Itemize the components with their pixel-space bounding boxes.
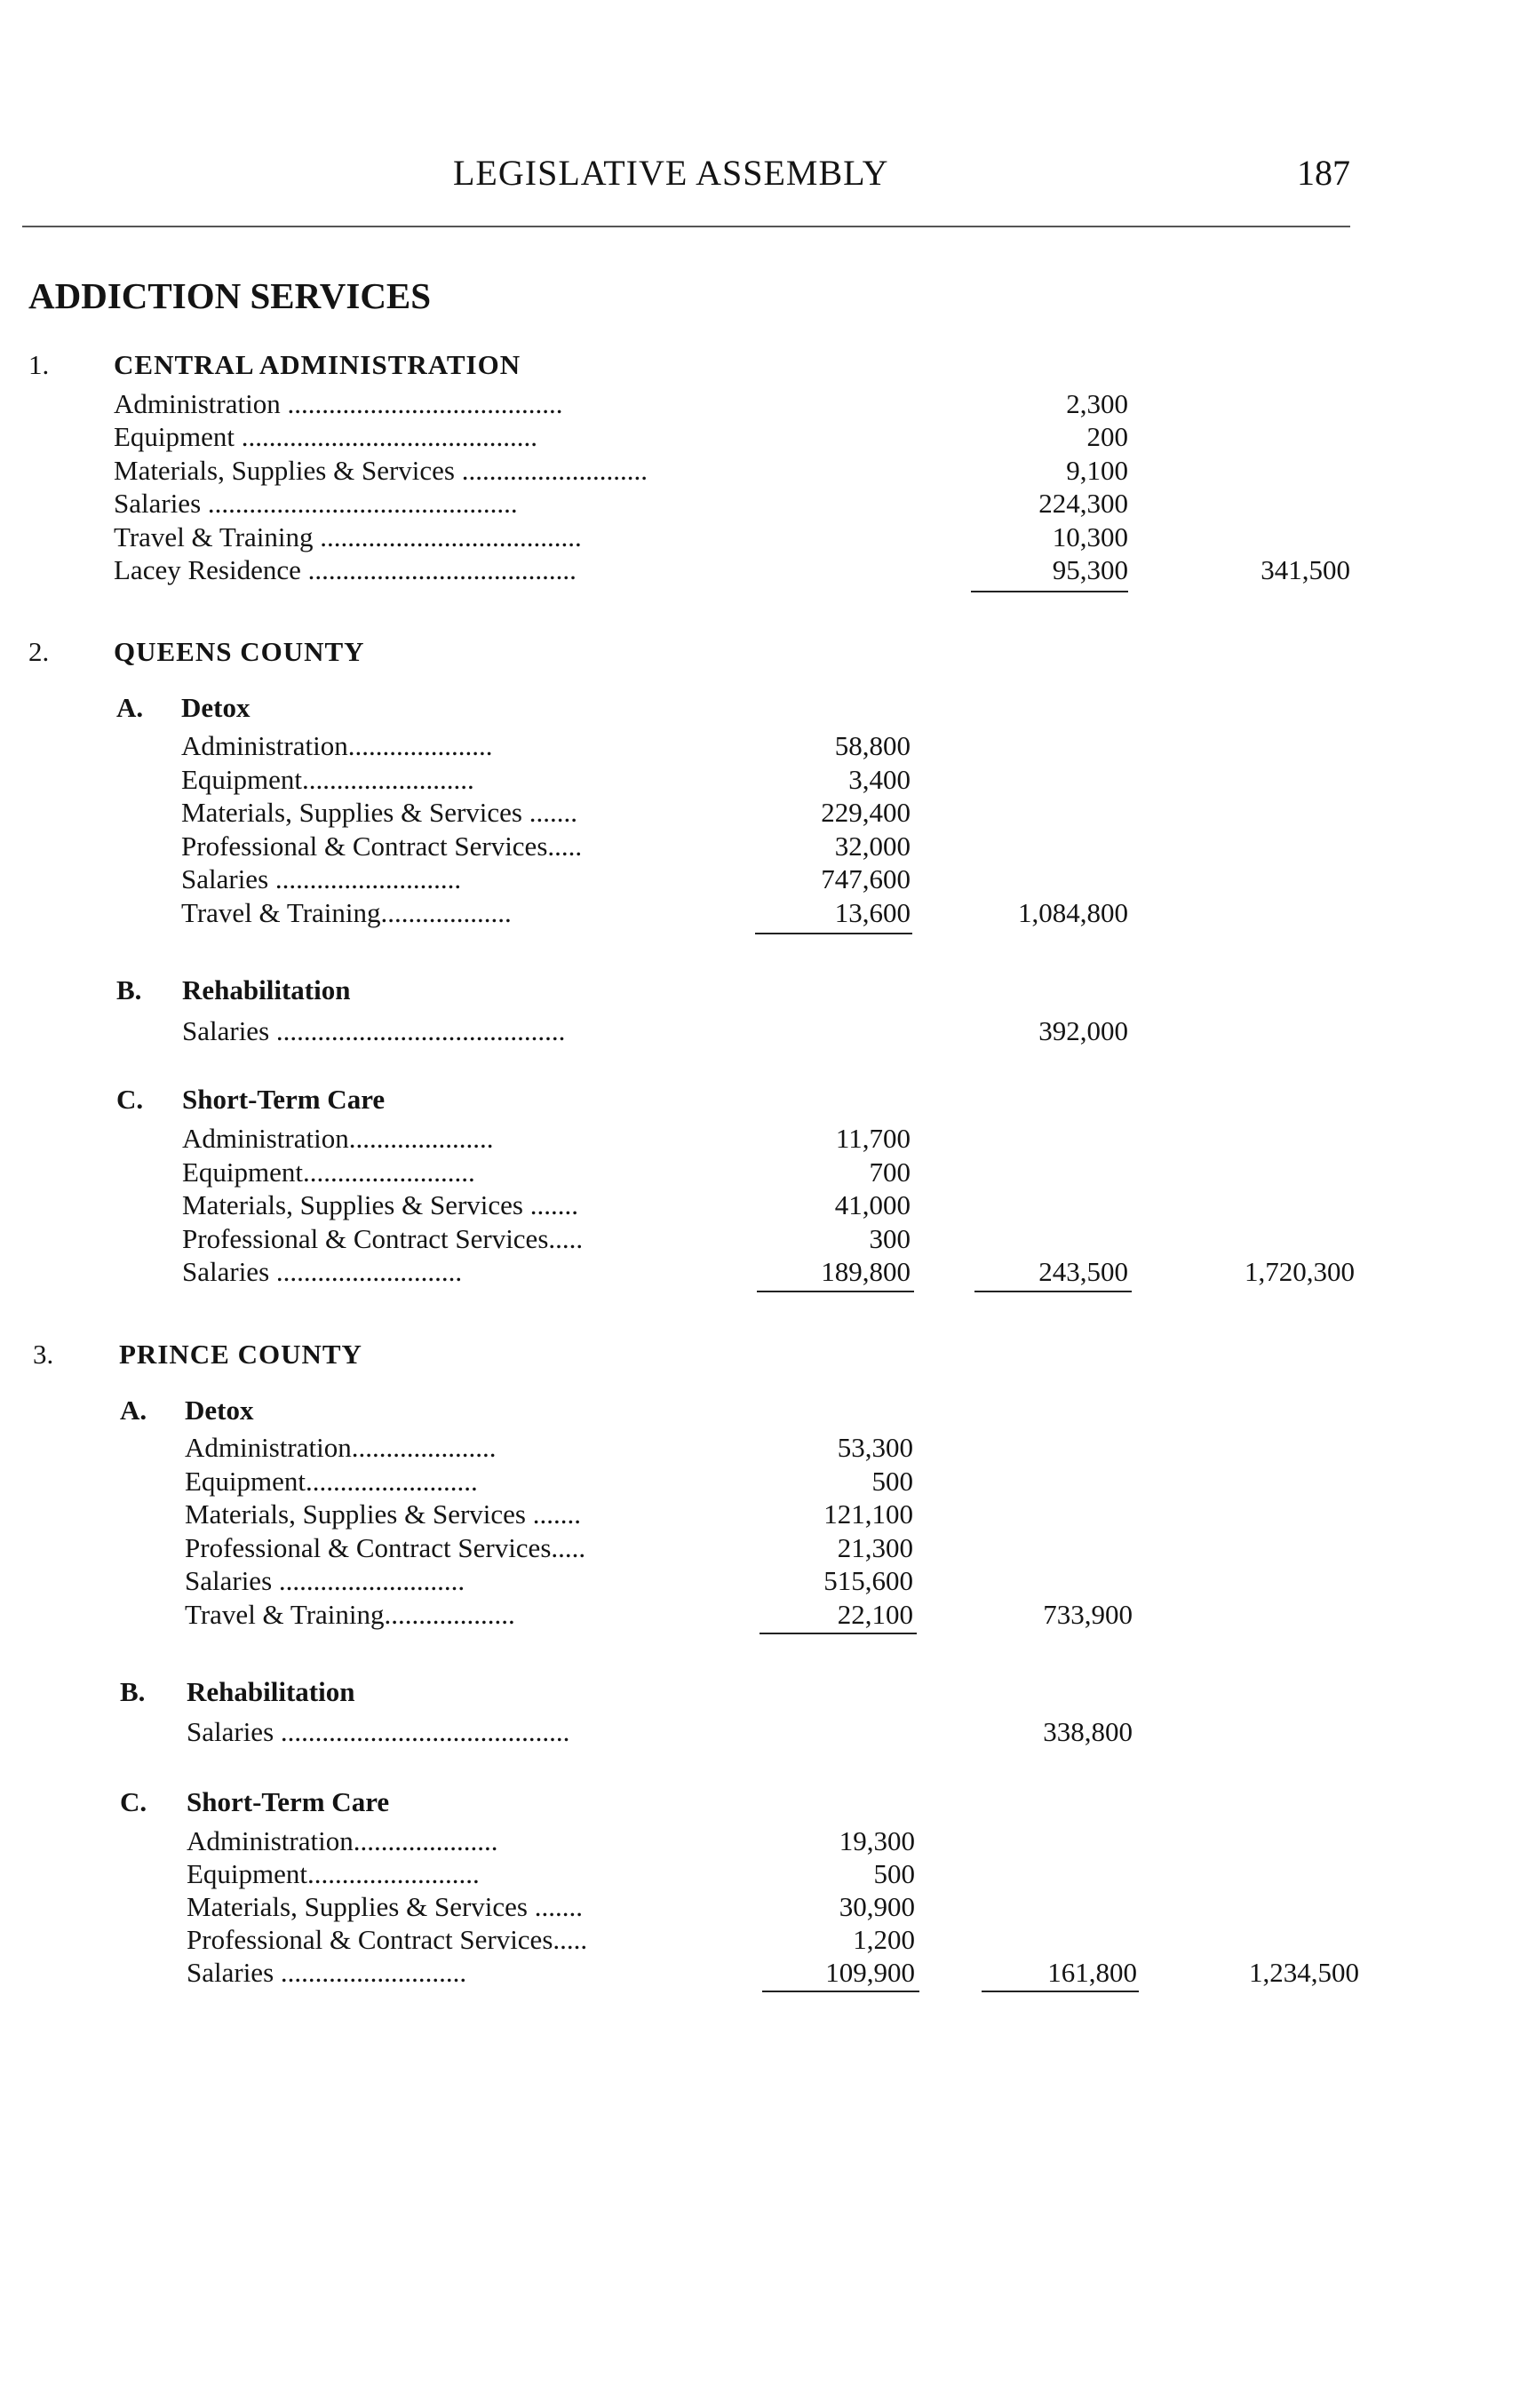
subtotal-rule bbox=[757, 1291, 914, 1292]
line-item-label: Administration..................... bbox=[185, 1432, 497, 1463]
line-item-label: Salaries ........................... bbox=[182, 1256, 463, 1287]
line-item-value: 58,800 bbox=[834, 730, 911, 761]
line-item-value: 392,000 bbox=[1038, 1015, 1128, 1046]
line-item-value: 19,300 bbox=[839, 1825, 915, 1856]
subsection-total: 243,500 bbox=[1038, 1256, 1128, 1287]
line-item-value: 41,000 bbox=[834, 1189, 911, 1220]
line-item-value: 53,300 bbox=[837, 1432, 913, 1463]
line-item-value: 10,300 bbox=[1052, 521, 1128, 552]
section-total: 1,720,300 bbox=[1245, 1256, 1355, 1287]
subsection-letter: A. bbox=[116, 692, 144, 723]
page-header-title: LEGISLATIVE ASSEMBLY bbox=[453, 153, 889, 193]
section-total: 341,500 bbox=[1261, 554, 1350, 585]
line-item-value: 11,700 bbox=[835, 1123, 911, 1154]
line-item-value: 21,300 bbox=[837, 1532, 913, 1563]
section-total: 1,234,500 bbox=[1249, 1957, 1359, 1988]
line-item-value: 229,400 bbox=[821, 797, 911, 828]
subsection-letter: C. bbox=[116, 1084, 144, 1115]
subtotal-rule bbox=[971, 591, 1128, 592]
line-item-value: 515,600 bbox=[823, 1565, 913, 1596]
line-item-value: 500 bbox=[871, 1466, 913, 1497]
line-item-label: Professional & Contract Services..... bbox=[187, 1924, 588, 1955]
line-item-label: Salaries ........................... bbox=[181, 863, 462, 894]
subsection-title: Detox bbox=[185, 1395, 254, 1426]
line-item-value: 189,800 bbox=[821, 1256, 911, 1287]
section-number: 1. bbox=[28, 349, 50, 380]
line-item-value: 121,100 bbox=[823, 1498, 913, 1530]
line-item-label: Salaries .......................................... bbox=[187, 1716, 570, 1747]
line-item-value: 22,100 bbox=[837, 1599, 913, 1630]
line-item-label: Equipment......................... bbox=[185, 1466, 478, 1497]
line-item-label: Salaries ............................................. bbox=[114, 488, 518, 519]
section-title: PRINCE COUNTY bbox=[119, 1339, 362, 1370]
subsection-title: Short-Term Care bbox=[182, 1084, 386, 1115]
subsection-total: 1,084,800 bbox=[1018, 897, 1128, 928]
line-item-label: Travel & Training ...................................... bbox=[114, 521, 582, 552]
line-item-label: Professional & Contract Services..... bbox=[182, 1223, 584, 1254]
line-item-label: Equipment......................... bbox=[182, 1156, 475, 1188]
line-item-value: 32,000 bbox=[834, 830, 911, 862]
line-item-label: Materials, Supplies & Services ....... bbox=[185, 1498, 581, 1530]
subsection-total: 733,900 bbox=[1043, 1599, 1133, 1630]
line-item-label: Salaries ........................... bbox=[185, 1565, 465, 1596]
line-item-value: 2,300 bbox=[1066, 388, 1128, 419]
subsection-letter: B. bbox=[116, 974, 142, 1005]
line-item-value: 1,200 bbox=[853, 1924, 915, 1955]
line-item-label: Materials, Supplies & Services ....... bbox=[187, 1891, 583, 1922]
line-item-label: Travel & Training................... bbox=[181, 897, 512, 928]
line-item-value: 700 bbox=[869, 1156, 911, 1188]
line-item-label: Salaries ........................... bbox=[187, 1957, 467, 1988]
line-item-label: Administration ........................................ bbox=[114, 388, 563, 419]
section-title: QUEENS COUNTY bbox=[114, 636, 365, 667]
line-item-label: Travel & Training................... bbox=[185, 1599, 515, 1630]
line-item-value: 109,900 bbox=[825, 1957, 915, 1988]
line-item-label: Materials, Supplies & Services ....... bbox=[182, 1189, 578, 1220]
line-item-value: 3,400 bbox=[848, 764, 911, 795]
subtotal-rule bbox=[982, 1991, 1139, 1992]
subsection-title: Detox bbox=[181, 692, 251, 723]
subsection-title: Rehabilitation bbox=[187, 1676, 355, 1707]
section-title: CENTRAL ADMINISTRATION bbox=[114, 349, 521, 380]
line-item-label: Administration..................... bbox=[181, 730, 493, 761]
section-number: 3. bbox=[33, 1339, 54, 1370]
line-item-value: 30,900 bbox=[839, 1891, 915, 1922]
header-rule bbox=[22, 226, 1350, 227]
line-item-label: Administration..................... bbox=[187, 1825, 498, 1856]
document-title: ADDICTION SERVICES bbox=[28, 275, 432, 316]
section-number: 2. bbox=[28, 636, 50, 667]
line-item-value: 200 bbox=[1086, 421, 1128, 452]
line-item-value: 9,100 bbox=[1066, 455, 1128, 486]
line-item-label: Administration..................... bbox=[182, 1123, 494, 1154]
subsection-title: Short-Term Care bbox=[187, 1786, 390, 1817]
page-number: 187 bbox=[1297, 153, 1350, 193]
subsection-letter: C. bbox=[120, 1786, 147, 1817]
line-item-label: Equipment......................... bbox=[181, 764, 474, 795]
line-item-label: Equipment......................... bbox=[187, 1858, 480, 1889]
line-item-label: Salaries .......................................... bbox=[182, 1015, 566, 1046]
subtotal-rule bbox=[762, 1991, 919, 1992]
line-item-value: 95,300 bbox=[1052, 554, 1128, 585]
line-item-label: Materials, Supplies & Services ....... bbox=[181, 797, 577, 828]
subsection-title: Rehabilitation bbox=[182, 974, 351, 1005]
line-item-value: 13,600 bbox=[834, 897, 911, 928]
subsection-letter: A. bbox=[120, 1395, 147, 1426]
line-item-label: Materials, Supplies & Services ........................... bbox=[114, 455, 648, 486]
line-item-value: 747,600 bbox=[821, 863, 911, 894]
line-item-label: Professional & Contract Services..... bbox=[181, 830, 583, 862]
line-item-label: Equipment ........................................... bbox=[114, 421, 538, 452]
line-item-value: 500 bbox=[873, 1858, 915, 1889]
line-item-value: 338,800 bbox=[1043, 1716, 1133, 1747]
subsection-letter: B. bbox=[120, 1676, 146, 1707]
subsection-total: 161,800 bbox=[1047, 1957, 1137, 1988]
subtotal-rule bbox=[760, 1633, 917, 1634]
subtotal-rule bbox=[974, 1291, 1132, 1292]
line-item-value: 224,300 bbox=[1038, 488, 1128, 519]
subtotal-rule bbox=[755, 933, 912, 934]
line-item-label: Lacey Residence ....................................... bbox=[114, 554, 577, 585]
line-item-value: 300 bbox=[869, 1223, 911, 1254]
line-item-label: Professional & Contract Services..... bbox=[185, 1532, 586, 1563]
